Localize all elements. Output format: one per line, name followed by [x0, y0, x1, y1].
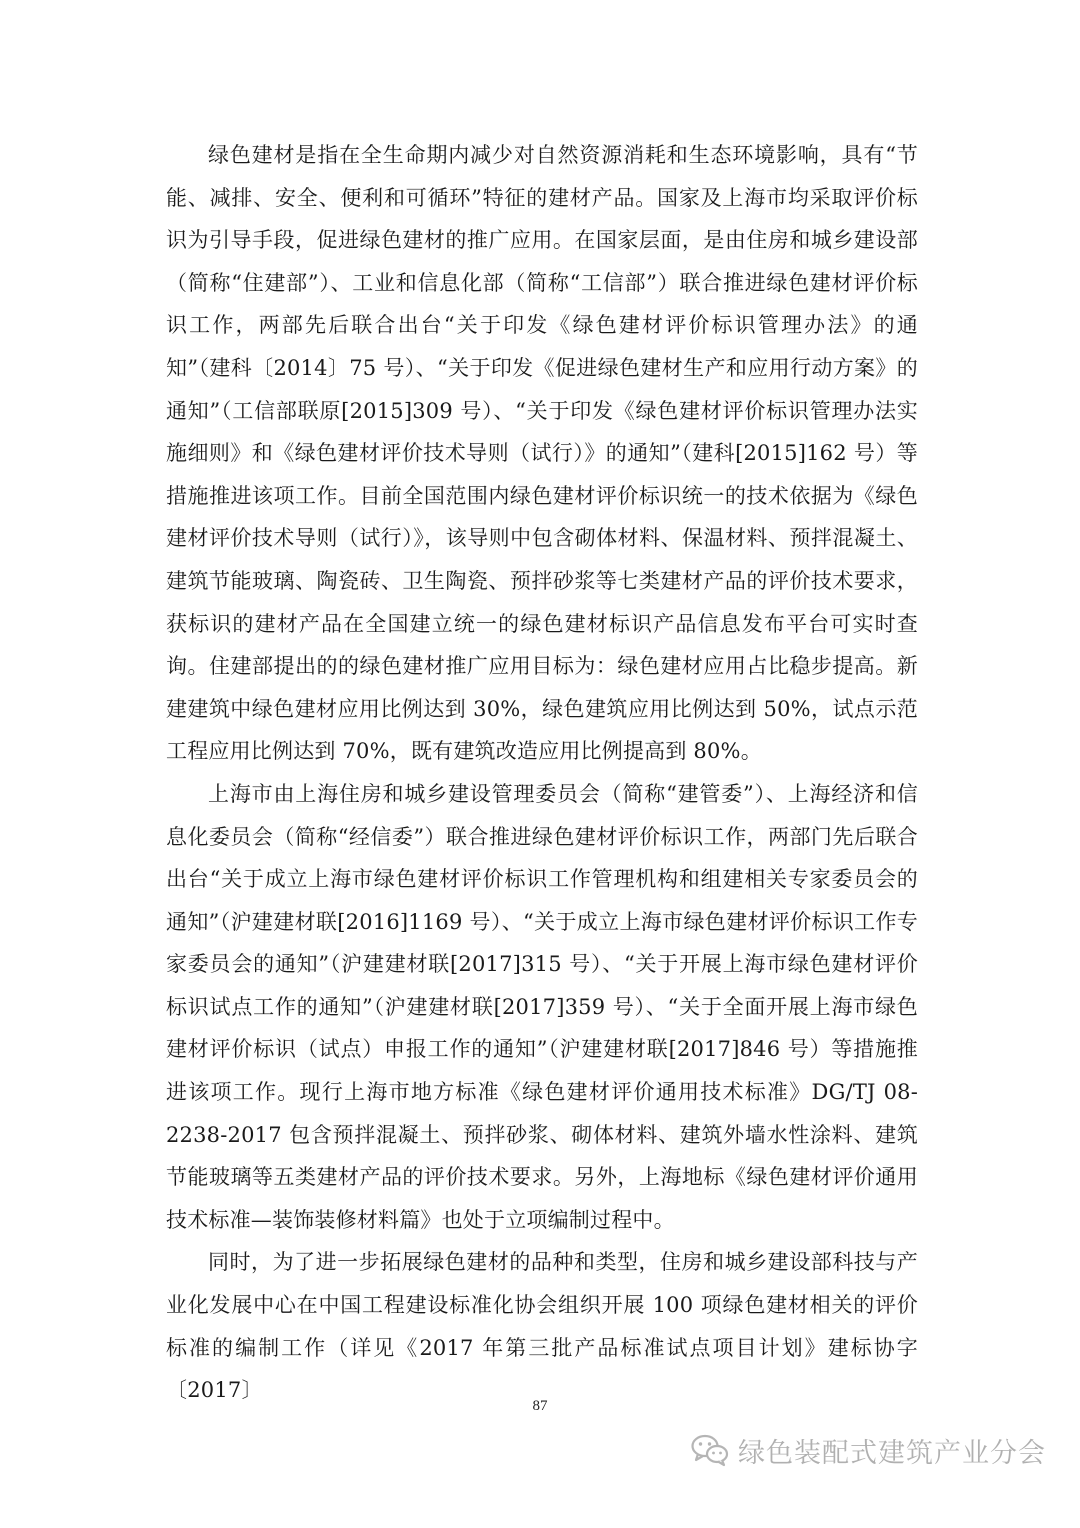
- document-body: [166, 134, 918, 1412]
- page-number: 87: [532, 1398, 548, 1414]
- wechat-watermark: [690, 1430, 1046, 1470]
- paragraph-shanghai-green-materials: 上海市由上海住房和城乡建设管理委员会（简称“建管委”）、上海经济和信息化委员会（简称“经信委”）联合推进绿色建材评价标识工作，两部门先后联合出台“关于成立上海市绿色建材评价标识工作管理机构和组建相关专家委员会的通知”（沪建建材联[2016]1169 号）、“关于成立上海市绿色建材评价标识工作专家委员会的通知”（沪建建材联[2017]315 号）、“关于开展上海市绿色建材评价标识试点工作的通知”（沪建建材联[2017]359 号）、“关于全面开展上海市绿色 建材评价标识（试点）申报工作的通知”（沪建建材联[2017]846 号）等措施推进该项工作。现行上海市地方标准《绿色建材评价通用技术标准》DG/TJ 08-2238-2017 包含预拌混凝土、预拌砂浆、砌体材料、建筑外墙水性涂料、建筑节能玻璃等五类建材产品的评价技术要求。另外，上海地标《绿色建材评价通用技术标准—装饰装修材料篇》也处于立项编制过程中。: [166, 781, 918, 1232]
- watermark-text: 绿色装配式建筑产业分会: [738, 1437, 1046, 1469]
- wechat-icon: [690, 1433, 730, 1467]
- paragraph-national-green-materials: 绿色建材是指在全生命期内减少对自然资源消耗和生态环境影响，具有“节能、减排、安全、便利和可循环”特征的建材产品。国家及上海市均采取评价标识为引导手段，促进绿色建材的推广应用。在国家层面，是由住房和城乡建设部（简称“住建部”）、工业和信息化部（简称“工信部”）联合推进绿色建材评价标识工作，两部先后联合出台“关于印发《绿色建材评价标识管理办法》的通知”（建科〔2014〕75 号）、“关于印发《促进绿色建材生产和应用行动方案》的通知”（工信部联原[2015]309 号）、“关于印发《绿色建材评价标识管理办法实施细则》和《绿色建材评价技术导则（试行）》的通知”（建科[2015]162 号）等措施推进该项工作。目前全国范围内绿色建材评价标识统一的技术依据为《绿色建材评价技术导则（试行）》，该导则中包含砌体材料、保温材料、预拌混凝土、建筑节能玻璃、陶瓷砖、卫生陶瓷、预拌砂浆等七类建材产品的评价技术要求，获标识的建材产品在全国建立统一的绿色建材标识产品信息发布平台可实时查询。住建部提出的的绿色建材推广应用目标为：绿色建材应用占比稳步提高。新建建筑中绿色建材应用比例达到 30%，绿色建筑应用比例达到 50%，试点示范工程应用比例达到 70%，既有建筑改造应用比例提高到 80%。: [166, 143, 918, 764]
- paragraph-standard-compilation: 同时，为了进一步拓展绿色建材的品种和类型，住房和城乡建设部科技与产业化发展中心在中国工程建设标准化协会组织开展 100 项绿色建材相关的评价标准的编制工作（详见《2017 年第三批产品标准试点项目计划》建标协字〔2017〕: [166, 1250, 918, 1403]
